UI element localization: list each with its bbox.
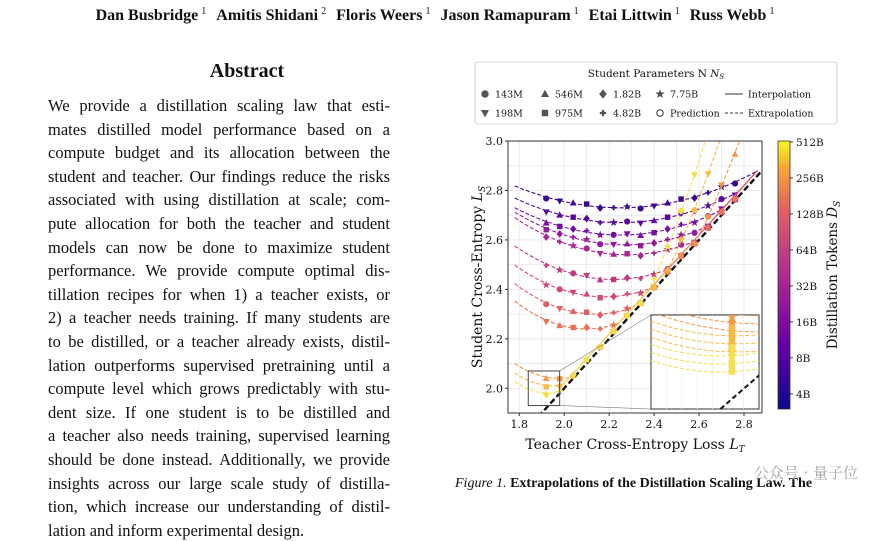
data-point <box>692 208 697 213</box>
author-0 <box>96 7 207 24</box>
abstract-line: student and teacher. Our findings reduce the risks <box>48 166 390 186</box>
data-point <box>625 313 629 317</box>
legend-label: 975M <box>555 108 583 120</box>
y-tick-label: 2.4 <box>485 283 503 297</box>
legend-label: 143M <box>495 89 523 101</box>
author-affiliation: 1 <box>769 6 775 17</box>
watermark: 公众号 · 量子位 <box>753 464 858 482</box>
data-point <box>611 232 616 237</box>
author-1 <box>216 7 326 24</box>
colorbar-label: Distillation Tokens $D_S$ <box>825 200 843 350</box>
data-point <box>652 230 656 234</box>
author-name: Jason Ramapuram <box>440 7 571 25</box>
data-point <box>544 196 549 201</box>
figure-label: Figure 1. <box>455 476 507 491</box>
legend-label: 546M <box>555 89 583 101</box>
abstract-line: We provide a distillation scaling law that esti- <box>48 96 390 115</box>
author-name: Dan Busbridge <box>95 7 199 25</box>
data-point <box>665 215 669 219</box>
caption-text: Extrapolations of the Distillation Scaling Law. The <box>510 476 813 491</box>
author-list <box>0 0 870 24</box>
data-point <box>544 302 549 307</box>
author-affiliation: 1 <box>573 6 579 17</box>
abstract-line: mates distilled model performance based on a <box>48 119 390 139</box>
legend-label: Interpolation <box>748 89 812 101</box>
data-point <box>705 214 710 219</box>
x-tick-label: 2.4 <box>645 418 663 431</box>
colorbar-tick-label: 4B <box>796 388 811 401</box>
data-point <box>638 206 643 211</box>
data-point <box>571 325 575 329</box>
y-tick-label: 2.0 <box>485 382 503 396</box>
abstract-line: models can now be done to maximize student <box>48 237 390 257</box>
abstract-line: associated with using distillation at scale; com- <box>48 190 390 210</box>
data-point <box>584 357 589 362</box>
x-tick-label: 2.0 <box>555 418 573 431</box>
abstract-line: pute allocation for both the teacher and student <box>48 213 390 233</box>
scaling-law-chart <box>470 60 870 492</box>
legend-marker-circle <box>482 91 488 97</box>
data-point <box>732 181 737 186</box>
author-name: Etai Littwin <box>588 7 672 25</box>
data-point <box>625 219 630 224</box>
author-name: Amitis Shidani <box>216 7 319 25</box>
y-tick-label: 3.0 <box>485 135 503 148</box>
data-point <box>719 196 724 201</box>
data-point <box>544 227 548 231</box>
legend-label: 7.75B <box>670 89 699 101</box>
legend-label: 198M <box>495 108 523 120</box>
legend-label: 1.82B <box>613 89 642 101</box>
abstract-body <box>48 94 390 542</box>
abstract-line: to be distilled, or a teacher already exists, distil- <box>48 331 390 351</box>
data-point <box>557 287 562 292</box>
abstract-title: Abstract <box>209 60 285 82</box>
y-tick-label: 2.2 <box>485 332 503 346</box>
author-affiliation: 1 <box>674 6 680 17</box>
legend-title: Student Parameters N NS <box>587 68 725 81</box>
abstract-line: tillation recipes for when 1) a teacher exists, or <box>48 284 390 304</box>
abstract-line: tion, which increase our understanding of distil- <box>48 497 390 517</box>
author-name: Russ Webb <box>689 7 767 25</box>
data-point <box>544 385 548 389</box>
figure-1 <box>470 60 870 492</box>
abstract-line: lation outperforms supervised pretraining until a <box>48 355 390 375</box>
abstract-line: 2) a teacher needs training. If many students are <box>48 308 390 328</box>
legend-label: Extrapolation <box>748 108 814 120</box>
abstract-line: should be done instead. Additionally, we provide <box>48 449 390 469</box>
y-axis-label: Student Cross-Entropy $L_S$ <box>470 185 488 369</box>
data-point <box>571 215 575 219</box>
author-3 <box>440 7 578 24</box>
inset-point <box>729 345 735 351</box>
data-point <box>679 197 683 201</box>
abstract-line: insights across our large scale study of distilla- <box>48 473 390 493</box>
abstract-line: lation and inform experimental design. <box>48 520 305 540</box>
author-affiliation: 2 <box>321 6 327 17</box>
data-point <box>557 224 561 228</box>
x-axis-label: Teacher Cross-Entropy Loss $L_T$ <box>525 437 745 455</box>
author-affiliation: 1 <box>425 6 431 17</box>
chart-legend <box>475 62 837 124</box>
author-4 <box>589 7 680 24</box>
inset-frame <box>651 315 759 409</box>
data-point <box>692 230 697 235</box>
data-point <box>598 295 602 299</box>
colorbar-tick-label: 64B <box>796 244 818 257</box>
abstract-line: compute budget and its allocation between the <box>48 143 390 163</box>
y-tick-label: 2.6 <box>485 233 503 247</box>
colorbar-tick-label: 32B <box>796 280 818 293</box>
y-tick-label: 2.8 <box>485 184 503 198</box>
data-point <box>584 310 588 314</box>
x-tick-label: 1.8 <box>510 418 528 431</box>
x-tick-label: 2.6 <box>690 418 708 431</box>
colorbar-tick-label: 8B <box>796 352 811 365</box>
data-point <box>611 277 615 281</box>
x-tick-label: 2.2 <box>600 418 618 431</box>
abstract-line: compute level which grows predictably with stu- <box>48 379 390 399</box>
data-point <box>678 208 683 213</box>
data-point <box>584 202 588 206</box>
abstract-line: dent size. If one student is to be distilled and <box>48 402 390 422</box>
colorbar-tick-label: 512B <box>796 137 824 149</box>
legend-label: Prediction <box>670 108 720 120</box>
abstract-line: a teacher also needs training, supervised learning <box>48 426 390 446</box>
x-tick-label: 2.8 <box>735 418 753 431</box>
legend-marker-square <box>542 110 547 115</box>
data-point <box>678 242 683 247</box>
data-point <box>598 242 603 247</box>
author-name: Floris Weers <box>336 7 423 25</box>
colorbar-tick-label: 256B <box>796 172 824 185</box>
colorbar <box>778 137 843 409</box>
author-affiliation: 1 <box>201 6 207 17</box>
legend-label: 4.82B <box>613 108 642 120</box>
data-point <box>638 243 642 247</box>
author-5 <box>690 7 775 24</box>
colorbar-tick-label: 128B <box>796 208 824 221</box>
abstract-line: performance. We provide compute optimal dis- <box>48 261 390 281</box>
colorbar-tick-label: 16B <box>796 316 818 329</box>
data-point <box>584 246 589 251</box>
data-point <box>719 209 724 214</box>
data-point <box>625 252 629 256</box>
data-point <box>571 271 576 276</box>
author-2 <box>336 7 430 24</box>
colorbar-gradient <box>778 141 790 409</box>
